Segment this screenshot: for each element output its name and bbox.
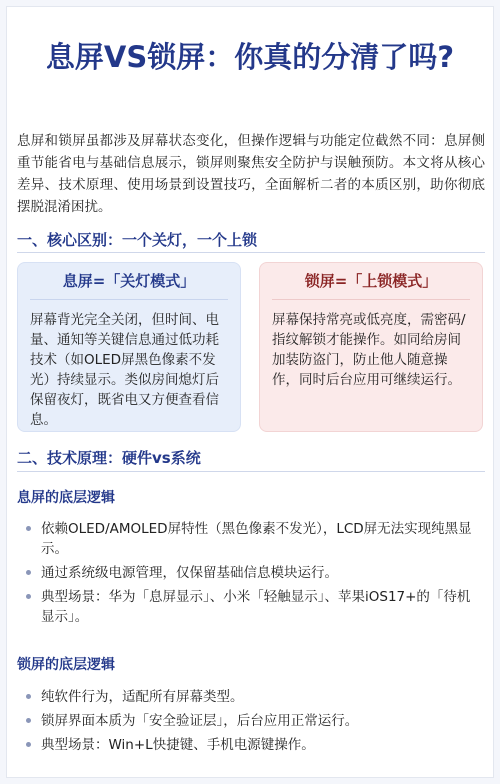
list-item (17, 735, 480, 755)
page-title: 息屏VS锁屏：你真的分清了吗? (45, 40, 455, 74)
bullet-dot-icon (26, 718, 31, 723)
subheading-screen-off-logic: 息屏的底层逻辑 (17, 490, 115, 506)
list-item-text: 纯软件行为，适配所有屏幕类型。 (41, 689, 244, 705)
list-item-text: 典型场景：Win+L快捷键、手机电源键操作。 (41, 737, 315, 753)
lock-screen-card-title: 锁屏=「上锁模式」 (272, 271, 470, 300)
list-item-text: 锁屏界面本质为「安全验证层」，后台应用正常运行。 (41, 713, 359, 729)
bullet-dot-icon (26, 526, 31, 531)
list-item (17, 519, 480, 559)
section-heading-tech-principle: 二、技术原理：硬件vs系统 (17, 449, 201, 467)
list-item-text: 依赖OLED/AMOLED屏特性（黑色像素不发光），LCD屏无法实现纯黑显示。 (41, 521, 472, 557)
bullet-dot-icon (26, 594, 31, 599)
list-item (17, 563, 480, 583)
screen-off-card-body: 屏幕背光完全关闭，但时间、电量、通知等关键信息通过低功耗技术（如OLED屏黑色像素不发光）持续显示。类似房间熄灯后保留夜灯，既省电又方便查看信息。 (30, 312, 219, 428)
lock-screen-card-body: 屏幕保持常亮或低亮度，需密码/指纹解锁才能操作。如同给房间加装防盗门，防止他人随意操作，同时后台应用可继续运行。 (272, 312, 466, 388)
list-item-text: 典型场景：华为「息屏显示」、小米「轻触显示」、苹果iOS17+的「待机显示」。 (41, 589, 471, 625)
list-item (17, 711, 480, 731)
section-divider (17, 252, 485, 253)
screen-off-logic-list (17, 519, 480, 631)
lock-screen-card (259, 262, 483, 432)
section-heading-core-difference: 一、核心区别：一个关灯，一个上锁 (17, 231, 258, 249)
screen-off-card-title: 息屏=「关灯模式」 (30, 271, 228, 300)
screen-off-card (17, 262, 241, 432)
list-item (17, 587, 480, 627)
subheading-lock-screen-logic: 锁屏的底层逻辑 (17, 657, 115, 673)
intro-paragraph: 息屏和锁屏虽都涉及屏幕状态变化，但操作逻辑与功能定位截然不同：息屏侧重节能省电与基础信息展示，锁屏则聚焦安全防护与误触预防。本文将从核心差异、技术原理、使用场景到设置技巧，全面解析二者的本质区别，助你彻底摆脱混淆困扰。 (17, 133, 485, 215)
bullet-dot-icon (26, 742, 31, 747)
list-item-text: 通过系统级电源管理，仅保留基础信息模块运行。 (41, 565, 338, 581)
bullet-dot-icon (26, 570, 31, 575)
section-divider (17, 471, 485, 472)
lock-screen-logic-list (17, 687, 480, 759)
list-item (17, 687, 480, 707)
bullet-dot-icon (26, 694, 31, 699)
